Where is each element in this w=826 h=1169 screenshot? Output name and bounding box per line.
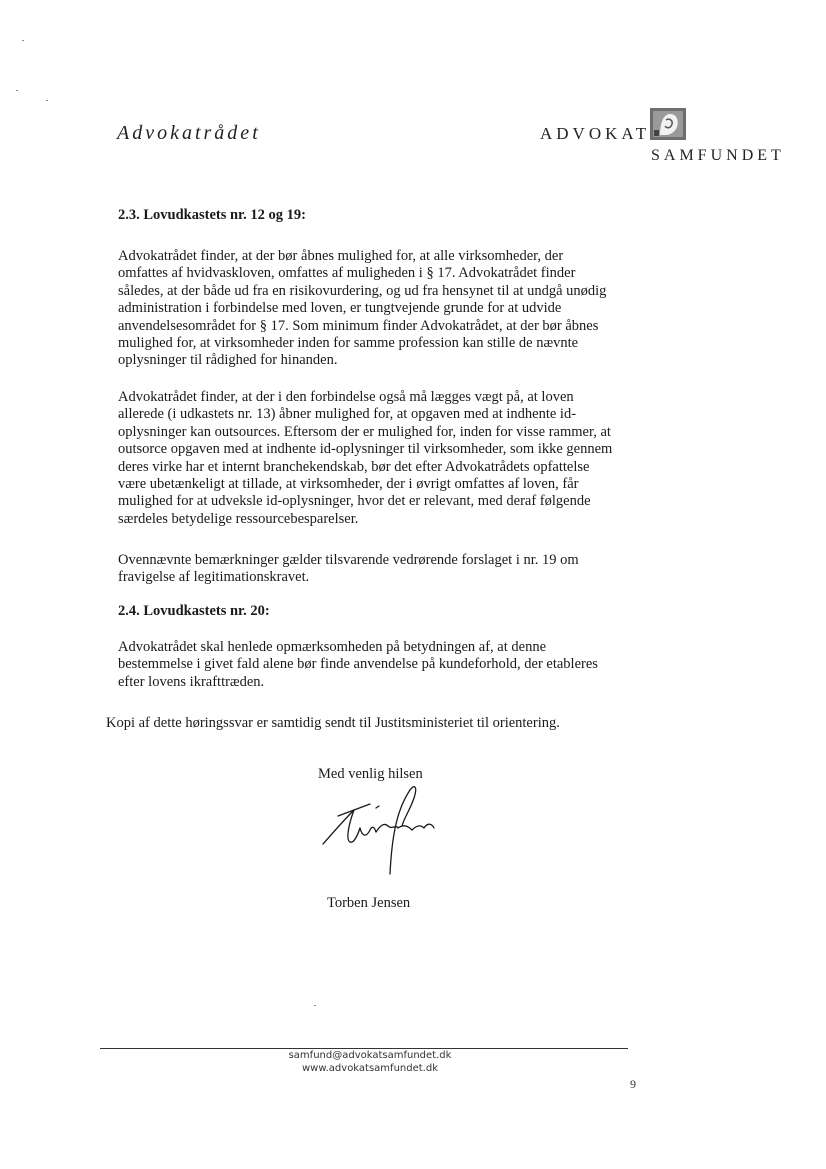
closing-greeting: Med venlig hilsen <box>318 766 423 782</box>
text-line: Advokatrådet skal henlede opmærksomheden på betydningen af, at denne <box>118 639 547 655</box>
text-line: outsorce opgaven med at indhente id-oplysninger til virksomheder, som ikke gennem <box>118 441 613 458</box>
advokatraadet-brand: Advokatrådet <box>117 122 261 144</box>
text-line: deres virke har et internt branchekendskab, bør det efter Advokatrådets opfattelse <box>118 458 590 475</box>
text-line: fravigelse af legitimationskravet. <box>118 569 310 586</box>
signer-name: Torben Jensen <box>327 895 411 911</box>
copy-note: Kopi af dette høringssvar er samtidig sendt til Justitsministeriet til orientering. <box>106 715 560 731</box>
text-line: administration i forbindelse med loven, er tungtvejende grunde for at udvide <box>118 300 562 317</box>
text-line: omfattes af hvidvaskloven, omfattes af muligheden i § 17. Advokatrådet finder <box>118 265 576 282</box>
text-line: bestemmelse i givet fald alene bør finde anvendelse på kundeforhold, der etableres <box>118 656 598 673</box>
text-line: være ubetænkeligt at tillade, at virksomheder, der i øvrigt omfattes af loven, får <box>118 476 579 493</box>
scan-speck <box>314 1005 316 1006</box>
footer-email: samfund@advokatsamfundet.dk <box>288 1050 452 1061</box>
section-2-3-paragraph-3 <box>118 552 660 587</box>
text-line: efter lovens ikrafttræden. <box>118 673 265 690</box>
text-line: anvendelsesområdet for § 17. Som minimum finder Advokatrådet, at der bør åbnes <box>118 317 599 334</box>
section-2-4-paragraph-1 <box>118 639 660 691</box>
scan-speck <box>16 90 18 91</box>
footer-divider <box>100 1048 628 1049</box>
text-line: Advokatrådet finder, at der i den forbindelse også må lægges vægt på, at loven <box>118 389 574 405</box>
section-2-3-paragraph-2 <box>118 389 660 528</box>
footer-website: www.advokatsamfundet.dk <box>302 1063 438 1074</box>
section-2-4-heading: 2.4. Lovudkastets nr. 20: <box>118 603 270 619</box>
handwritten-signature <box>318 782 458 882</box>
text-line: Ovennævnte bemærkninger gælder tilsvarende vedrørende forslaget i nr. 19 om <box>118 552 579 568</box>
text-line: særdeles betydelige ressourcebesparelser. <box>118 510 359 527</box>
scan-speck <box>22 40 24 41</box>
text-line: mulighed for, at virksomheder inden for samme profession kan stille de nævnte <box>118 335 579 352</box>
page-number: 9 <box>630 1077 636 1091</box>
text-line: oplysninger kan outsources. Eftersom der er mulighed for, inden for visse rammer, at <box>118 423 611 440</box>
section-2-3-heading: 2.3. Lovudkastets nr. 12 og 19: <box>118 207 306 223</box>
advokatsamfundet-logo-icon <box>650 108 686 140</box>
scan-speck <box>46 100 48 101</box>
text-line: oplysninger til rådighed for hinanden. <box>118 352 338 369</box>
text-line: således, at der både ud fra en risikovurdering, og ud fra hensynet til at undgå unødig <box>118 282 607 299</box>
text-line: mulighed for at udveksle id-oplysninger, hvor det er relevant, med deraf følgende <box>118 493 591 510</box>
section-2-3-paragraph-1 <box>118 248 660 370</box>
text-line: allerede (i udkastets nr. 13) åbner mulighed for, at opgaven med at indhente id- <box>118 406 577 423</box>
logo-text-advokat: ADVOKAT <box>540 124 651 143</box>
text-line: Advokatrådet finder, at der bør åbnes mulighed for, at alle virksomheder, der <box>118 248 564 264</box>
logo-text-samfundet: SAMFUNDET <box>651 147 785 164</box>
